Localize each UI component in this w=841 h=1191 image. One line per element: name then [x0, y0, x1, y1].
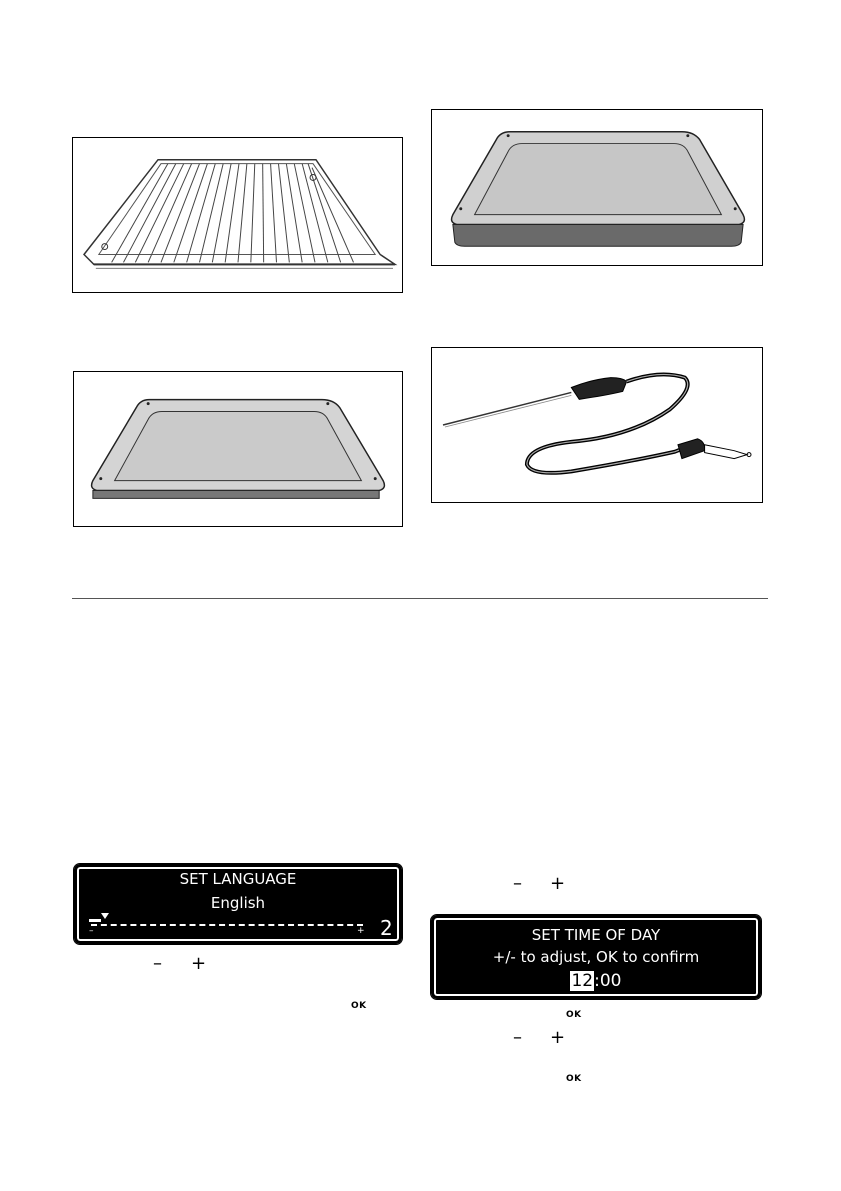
- slider-marker-icon: [101, 913, 109, 919]
- plus-symbol: +: [550, 1027, 566, 1048]
- time-minutes: 00: [599, 971, 622, 991]
- wire-rack-illustration: [73, 138, 402, 292]
- ok-symbol: OK: [351, 1001, 367, 1011]
- set-language-display: [74, 864, 402, 944]
- slider-value-number: 2: [380, 916, 393, 940]
- wire-rack-figure: [72, 137, 403, 293]
- time-hours-selected: 12: [571, 971, 594, 991]
- language-slider-track: [91, 924, 363, 928]
- plus-symbol: +: [550, 873, 566, 894]
- baking-tray-figure: [73, 371, 403, 527]
- minus-symbol: –: [153, 953, 162, 974]
- section-divider: [72, 598, 768, 599]
- display-hint: +/- to adjust, OK to confirm: [492, 948, 700, 966]
- minus-symbol: –: [513, 1027, 522, 1048]
- time-separator: :: [594, 971, 600, 991]
- universal-pan-figure: [431, 109, 763, 266]
- slider-max-label: +: [357, 926, 365, 936]
- meat-probe-illustration: [432, 348, 762, 502]
- ok-symbol: OK: [566, 1074, 582, 1084]
- minus-symbol: –: [513, 873, 522, 894]
- ok-symbol: OK: [566, 1010, 582, 1020]
- set-time-display: [431, 915, 761, 999]
- plus-symbol: +: [191, 953, 207, 974]
- display-title: SET TIME OF DAY: [531, 926, 661, 944]
- universal-pan-illustration: [432, 110, 762, 265]
- display-language-value: English: [210, 894, 266, 912]
- slider-min-label: –: [89, 926, 94, 936]
- meat-probe-figure: [431, 347, 763, 503]
- display-time-value: [434, 971, 758, 991]
- baking-tray-illustration: [74, 372, 402, 526]
- display-title: SET LANGUAGE: [179, 870, 297, 888]
